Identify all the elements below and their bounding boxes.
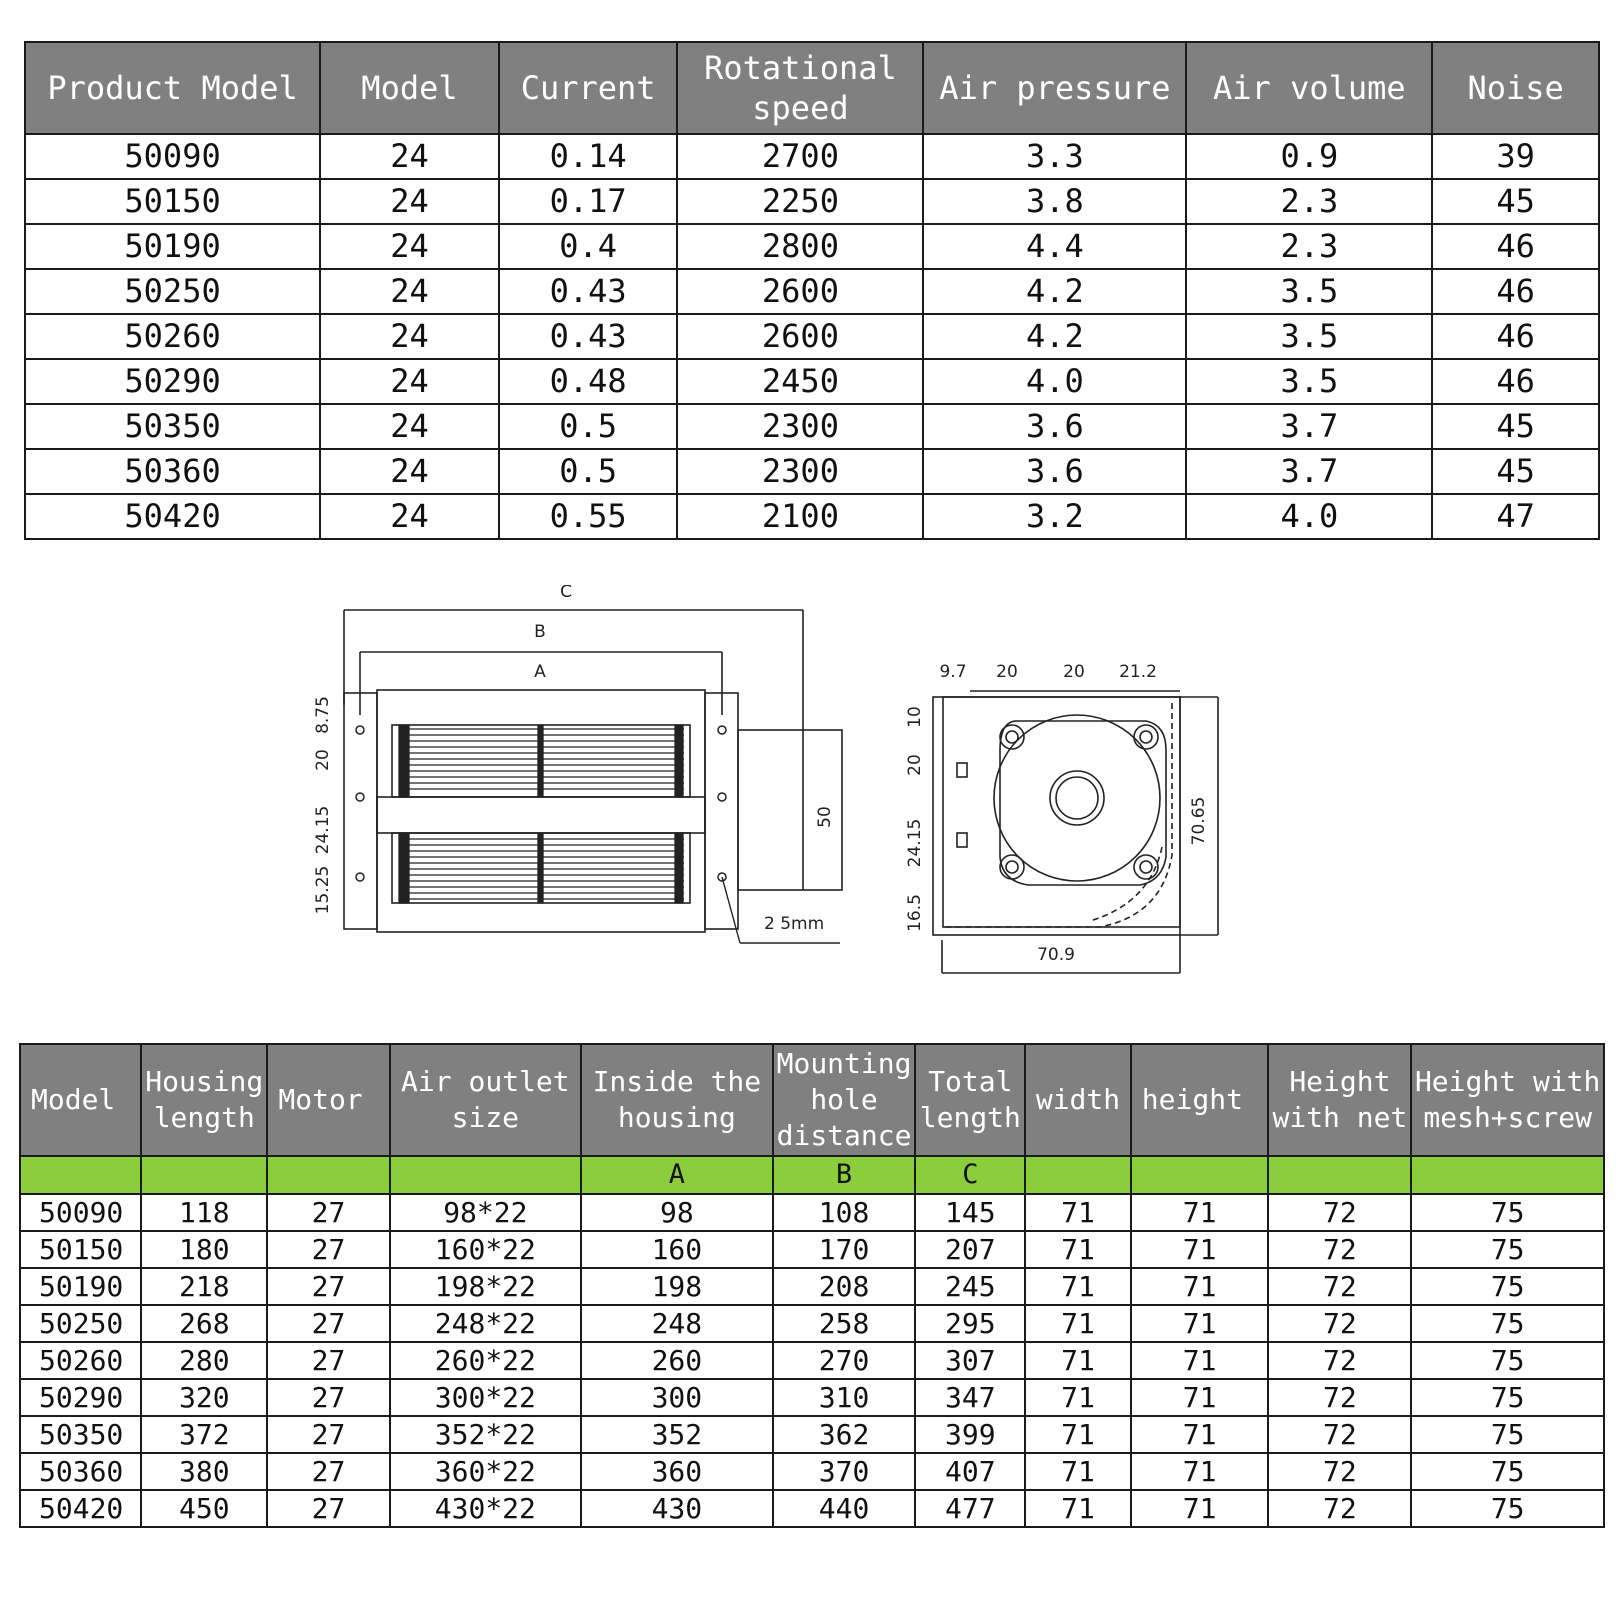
table-cell: 71 (1131, 1416, 1269, 1453)
table-cell: 50350 (25, 404, 320, 449)
side-view (933, 691, 1218, 973)
table-cell: 24 (320, 314, 499, 359)
table-cell: 380 (141, 1453, 267, 1490)
dim-letter-cell (141, 1156, 267, 1194)
table-cell: 430 (581, 1490, 773, 1527)
table-cell: 27 (267, 1379, 389, 1416)
table-cell: 75 (1411, 1231, 1604, 1268)
dim-header-mounting-hole-distance: Mounting hole distance (773, 1044, 916, 1156)
table-cell: 0.5 (499, 404, 678, 449)
side-left-dim: 10 (905, 706, 925, 728)
table-cell: 4.4 (923, 224, 1186, 269)
dim-letter-cell (267, 1156, 389, 1194)
dim-letter-cell (1025, 1156, 1131, 1194)
front-side-dim: 24.15 (313, 805, 333, 855)
side-left-dim: 24.15 (905, 818, 925, 868)
table-cell: 347 (915, 1379, 1025, 1416)
table-cell: 0.17 (499, 179, 678, 224)
table-cell: 430*22 (390, 1490, 582, 1527)
spec-header-rotational-speed: Rotational speed (677, 42, 923, 134)
dim-label-height: 50 (815, 806, 835, 828)
table-cell: 72 (1268, 1379, 1411, 1416)
table-cell: 71 (1025, 1379, 1131, 1416)
table-row (25, 134, 1599, 179)
dim-header-height-with-net: Height with net (1268, 1044, 1411, 1156)
side-bottom-dim: 70.9 (1037, 945, 1075, 965)
front-side-dim: 8.75 (313, 696, 333, 734)
side-right-dim: 70.65 (1189, 796, 1209, 846)
table-cell: 300*22 (390, 1379, 582, 1416)
table-cell: 3.6 (923, 449, 1186, 494)
table-cell: 260*22 (390, 1342, 582, 1379)
table-cell: 75 (1411, 1305, 1604, 1342)
table-cell: 71 (1131, 1342, 1269, 1379)
table-cell: 0.9 (1186, 134, 1432, 179)
table-cell: 27 (267, 1194, 389, 1231)
table-cell: 72 (1268, 1305, 1411, 1342)
table-cell: 108 (773, 1194, 916, 1231)
table-cell: 24 (320, 269, 499, 314)
table-cell: 198 (581, 1268, 773, 1305)
dim-label-hole: 2 5mm (764, 914, 825, 934)
dim-header-housing-length: Housing length (141, 1044, 267, 1156)
table-cell: 72 (1268, 1268, 1411, 1305)
dim-label-c: C (560, 585, 572, 602)
table-cell: 4.2 (923, 314, 1186, 359)
table-cell: 0.5 (499, 449, 678, 494)
table-cell: 71 (1025, 1231, 1131, 1268)
table-cell: 24 (320, 179, 499, 224)
table-cell: 180 (141, 1231, 267, 1268)
table-cell: 145 (915, 1194, 1025, 1231)
table-cell: 307 (915, 1342, 1025, 1379)
spec-header-product-model: Product Model (25, 42, 320, 134)
table-cell: 71 (1131, 1379, 1269, 1416)
table-cell: 370 (773, 1453, 916, 1490)
dim-letter-cell (1411, 1156, 1604, 1194)
table-cell: 2.3 (1186, 179, 1432, 224)
table-cell: 0.4 (499, 224, 678, 269)
table-cell: 75 (1411, 1379, 1604, 1416)
front-side-dim: 20 (313, 749, 333, 771)
table-cell: 2450 (677, 359, 923, 404)
table-cell: 260 (581, 1342, 773, 1379)
table-cell: 45 (1432, 449, 1599, 494)
table-row (20, 1268, 1604, 1305)
table-cell: 50190 (20, 1268, 141, 1305)
table-cell: 27 (267, 1490, 389, 1527)
table-cell: 75 (1411, 1268, 1604, 1305)
table-row (25, 494, 1599, 539)
table-row (25, 269, 1599, 314)
table-cell: 399 (915, 1416, 1025, 1453)
table-cell: 98 (581, 1194, 773, 1231)
table-cell: 47 (1432, 494, 1599, 539)
table-cell: 0.55 (499, 494, 678, 539)
table-cell: 71 (1025, 1194, 1131, 1231)
table-row (20, 1231, 1604, 1268)
table-cell: 75 (1411, 1194, 1604, 1231)
dim-label-a: A (534, 662, 546, 682)
table-cell: 71 (1131, 1194, 1269, 1231)
spec-table-body (25, 134, 1599, 539)
dim-header-air-outlet-size: Air outlet size (390, 1044, 582, 1156)
dim-header-width: width (1025, 1044, 1131, 1156)
table-row (25, 404, 1599, 449)
table-row (25, 179, 1599, 224)
spec-header-current: Current (499, 42, 678, 134)
table-cell: 24 (320, 224, 499, 269)
table-cell: 50090 (25, 134, 320, 179)
table-cell: 46 (1432, 359, 1599, 404)
side-top-dim: 21.2 (1119, 662, 1157, 682)
table-cell: 50150 (20, 1231, 141, 1268)
table-cell: 3.3 (923, 134, 1186, 179)
table-cell: 75 (1411, 1342, 1604, 1379)
dim-header-total-length: Total length (915, 1044, 1025, 1156)
table-cell: 372 (141, 1416, 267, 1453)
table-row (20, 1416, 1604, 1453)
table-cell: 71 (1131, 1268, 1269, 1305)
table-cell: 71 (1025, 1305, 1131, 1342)
table-row (25, 224, 1599, 269)
table-cell: 3.5 (1186, 359, 1432, 404)
dim-letter-cell (390, 1156, 582, 1194)
table-cell: 440 (773, 1490, 916, 1527)
dim-header-model: Model (20, 1044, 141, 1156)
table-cell: 208 (773, 1268, 916, 1305)
dim-letter-cell (1268, 1156, 1411, 1194)
table-cell: 2100 (677, 494, 923, 539)
table-row (20, 1342, 1604, 1379)
table-row (25, 314, 1599, 359)
table-cell: 46 (1432, 269, 1599, 314)
table-cell: 0.14 (499, 134, 678, 179)
table-cell: 72 (1268, 1231, 1411, 1268)
table-cell: 27 (267, 1342, 389, 1379)
table-cell: 0.48 (499, 359, 678, 404)
table-cell: 2.3 (1186, 224, 1432, 269)
table-row (25, 359, 1599, 404)
table-cell: 3.7 (1186, 449, 1432, 494)
table-cell: 24 (320, 494, 499, 539)
table-row (20, 1194, 1604, 1231)
table-cell: 50250 (25, 269, 320, 314)
table-cell: 50250 (20, 1305, 141, 1342)
table-cell: 218 (141, 1268, 267, 1305)
front-view-blades (399, 725, 684, 903)
dimension-table-body (20, 1194, 1604, 1527)
table-cell: 268 (141, 1305, 267, 1342)
table-row (25, 449, 1599, 494)
table-cell: 3.5 (1186, 314, 1432, 359)
table-cell: 360*22 (390, 1453, 582, 1490)
table-cell: 98*22 (390, 1194, 582, 1231)
table-cell: 39 (1432, 134, 1599, 179)
table-cell: 71 (1131, 1231, 1269, 1268)
table-cell: 2700 (677, 134, 923, 179)
front-side-dim: 15.25 (313, 865, 333, 915)
table-cell: 72 (1268, 1453, 1411, 1490)
table-cell: 352 (581, 1416, 773, 1453)
table-cell: 170 (773, 1231, 916, 1268)
table-cell: 258 (773, 1305, 916, 1342)
table-row (20, 1453, 1604, 1490)
table-row (20, 1490, 1604, 1527)
table-cell: 72 (1268, 1490, 1411, 1527)
table-row (20, 1379, 1604, 1416)
table-cell: 50360 (20, 1453, 141, 1490)
dim-letter-row (20, 1156, 1604, 1194)
table-cell: 2250 (677, 179, 923, 224)
fan-dimension-drawing (300, 585, 1280, 1015)
table-cell: 24 (320, 359, 499, 404)
side-left-dim: 16.5 (905, 894, 925, 932)
table-cell: 207 (915, 1231, 1025, 1268)
table-cell: 24 (320, 404, 499, 449)
table-cell: 320 (141, 1379, 267, 1416)
table-cell: 245 (915, 1268, 1025, 1305)
dim-label-b: B (534, 622, 546, 642)
table-cell: 71 (1131, 1490, 1269, 1527)
dim-letter-cell: A (581, 1156, 773, 1194)
table-row (20, 1305, 1604, 1342)
table-cell: 0.43 (499, 314, 678, 359)
side-top-dim: 20 (1063, 662, 1085, 682)
table-cell: 3.2 (923, 494, 1186, 539)
table-cell: 27 (267, 1416, 389, 1453)
dim-letter-cell: B (773, 1156, 916, 1194)
table-cell: 4.2 (923, 269, 1186, 314)
spec-header-air-pressure: Air pressure (923, 42, 1186, 134)
table-cell: 4.0 (923, 359, 1186, 404)
table-cell: 248 (581, 1305, 773, 1342)
table-cell: 477 (915, 1490, 1025, 1527)
table-cell: 50420 (25, 494, 320, 539)
table-cell: 50420 (20, 1490, 141, 1527)
table-cell: 46 (1432, 314, 1599, 359)
table-cell: 3.8 (923, 179, 1186, 224)
table-cell: 71 (1131, 1453, 1269, 1490)
table-cell: 2600 (677, 269, 923, 314)
dim-header-height-mesh-screw: Height with mesh+screw (1411, 1044, 1604, 1156)
table-cell: 46 (1432, 224, 1599, 269)
table-cell: 270 (773, 1342, 916, 1379)
table-cell: 50290 (20, 1379, 141, 1416)
table-cell: 3.5 (1186, 269, 1432, 314)
table-cell: 198*22 (390, 1268, 582, 1305)
dim-header-row (20, 1044, 1604, 1156)
table-cell: 50090 (20, 1194, 141, 1231)
table-cell: 50260 (25, 314, 320, 359)
table-cell: 27 (267, 1453, 389, 1490)
spec-header-air-volume: Air volume (1186, 42, 1432, 134)
dimension-table (19, 1043, 1605, 1528)
table-cell: 75 (1411, 1490, 1604, 1527)
table-cell: 71 (1025, 1416, 1131, 1453)
table-cell: 3.6 (923, 404, 1186, 449)
table-cell: 27 (267, 1268, 389, 1305)
dim-header-inside-housing: Inside the housing (581, 1044, 773, 1156)
table-cell: 362 (773, 1416, 916, 1453)
dim-header-height: height (1131, 1044, 1269, 1156)
table-cell: 71 (1025, 1342, 1131, 1379)
side-top-dim: 20 (996, 662, 1018, 682)
table-cell: 27 (267, 1305, 389, 1342)
table-cell: 50150 (25, 179, 320, 224)
table-cell: 72 (1268, 1194, 1411, 1231)
table-cell: 118 (141, 1194, 267, 1231)
table-cell: 2300 (677, 449, 923, 494)
table-cell: 27 (267, 1231, 389, 1268)
table-cell: 4.0 (1186, 494, 1432, 539)
table-cell: 71 (1025, 1268, 1131, 1305)
table-cell: 280 (141, 1342, 267, 1379)
table-cell: 50260 (20, 1342, 141, 1379)
side-top-dim: 9.7 (939, 662, 967, 682)
spec-table (24, 41, 1600, 540)
table-cell: 50350 (20, 1416, 141, 1453)
table-cell: 71 (1131, 1305, 1269, 1342)
table-cell: 352*22 (390, 1416, 582, 1453)
table-cell: 72 (1268, 1416, 1411, 1453)
dim-letter-cell: C (915, 1156, 1025, 1194)
side-left-dim: 20 (905, 754, 925, 776)
spec-header-row (25, 42, 1599, 134)
dim-letter-cell (1131, 1156, 1269, 1194)
table-cell: 50360 (25, 449, 320, 494)
table-cell: 360 (581, 1453, 773, 1490)
table-cell: 3.7 (1186, 404, 1432, 449)
table-cell: 295 (915, 1305, 1025, 1342)
table-cell: 407 (915, 1453, 1025, 1490)
dim-letter-cell (20, 1156, 141, 1194)
table-cell: 72 (1268, 1342, 1411, 1379)
dim-header-motor: Motor (267, 1044, 389, 1156)
table-cell: 2300 (677, 404, 923, 449)
table-cell: 75 (1411, 1416, 1604, 1453)
table-cell: 0.43 (499, 269, 678, 314)
table-cell: 248*22 (390, 1305, 582, 1342)
table-cell: 45 (1432, 179, 1599, 224)
table-cell: 2800 (677, 224, 923, 269)
table-cell: 50190 (25, 224, 320, 269)
table-cell: 45 (1432, 404, 1599, 449)
table-cell: 310 (773, 1379, 916, 1416)
table-cell: 71 (1025, 1490, 1131, 1527)
table-cell: 75 (1411, 1453, 1604, 1490)
spec-header-noise: Noise (1432, 42, 1599, 134)
table-cell: 2600 (677, 314, 923, 359)
table-cell: 300 (581, 1379, 773, 1416)
table-cell: 450 (141, 1490, 267, 1527)
table-cell: 71 (1025, 1453, 1131, 1490)
table-cell: 50290 (25, 359, 320, 404)
table-cell: 160 (581, 1231, 773, 1268)
table-cell: 24 (320, 449, 499, 494)
spec-header-model: Model (320, 42, 499, 134)
table-cell: 160*22 (390, 1231, 582, 1268)
table-cell: 24 (320, 134, 499, 179)
